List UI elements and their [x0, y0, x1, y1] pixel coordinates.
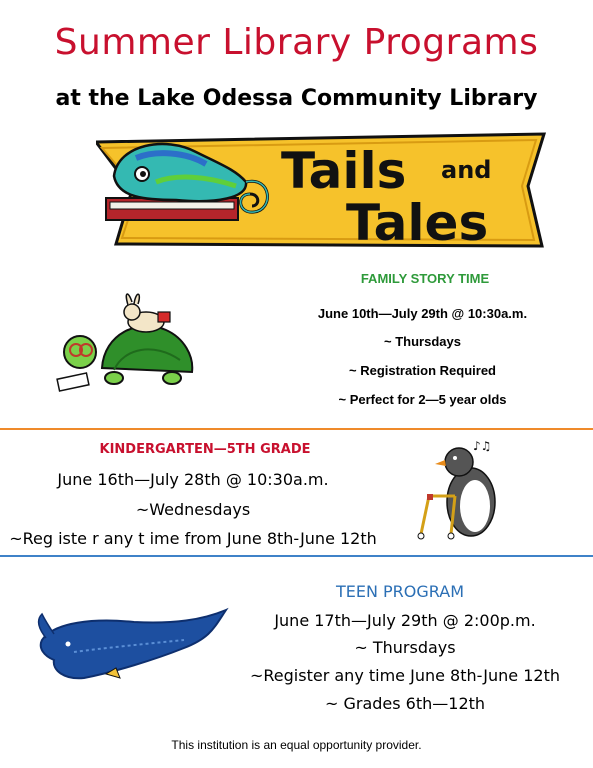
footer-statement: This institution is an equal opportunity provider.	[171, 738, 422, 752]
section-divider-blue	[0, 555, 593, 557]
tails-and-tales-banner	[96, 128, 546, 252]
kinder-line-register: ~Reg iste r any t ime from June 8th-June 12th	[9, 529, 377, 548]
page-title: Summer Library Programs	[54, 22, 539, 63]
teen-line-dates: June 17th—July 29th @ 2:00p.m.	[274, 611, 536, 630]
kinder-line-day: ~Wednesdays	[135, 500, 251, 519]
section-divider-orange	[0, 428, 593, 430]
teen-line-grades: ~ Grades 6th—12th	[324, 694, 486, 713]
whale-illustration	[34, 598, 234, 684]
penguin-walker-illustration	[415, 436, 515, 542]
kindergarten-heading: KINDERGARTEN—5TH GRADE	[99, 442, 311, 457]
family-line-dates: June 10th—July 29th @ 10:30a.m.	[317, 306, 528, 321]
family-story-time-heading: FAMILY STORY TIME	[360, 271, 490, 286]
rabbit-icon	[124, 294, 170, 332]
kinder-line-dates: June 16th—July 28th @ 10:30a.m.	[57, 470, 329, 489]
banner-word-tails: Tails	[281, 142, 407, 200]
page-subtitle: at the Lake Odessa Community Library	[55, 86, 538, 111]
svg-text:♪♫: ♪♫	[473, 439, 492, 453]
banner-word-tales: Tales	[346, 194, 489, 252]
penguin-icon	[435, 448, 495, 536]
turtle-icon	[57, 326, 192, 391]
family-line-day: ~ Thursdays	[384, 334, 461, 349]
teen-program-heading: TEEN PROGRAM	[335, 582, 465, 601]
teen-line-register: ~Register any time June 8th-June 12th	[250, 666, 560, 685]
family-line-registration: ~ Registration Required	[349, 363, 496, 378]
whale-icon	[39, 610, 226, 678]
teen-line-day: ~ Thursdays	[354, 638, 456, 657]
music-notes-icon	[473, 439, 491, 453]
family-line-ages: ~ Perfect for 2—5 year olds	[338, 392, 507, 407]
banner-word-and: and	[441, 156, 492, 184]
turtle-rabbit-illustration	[54, 290, 204, 396]
